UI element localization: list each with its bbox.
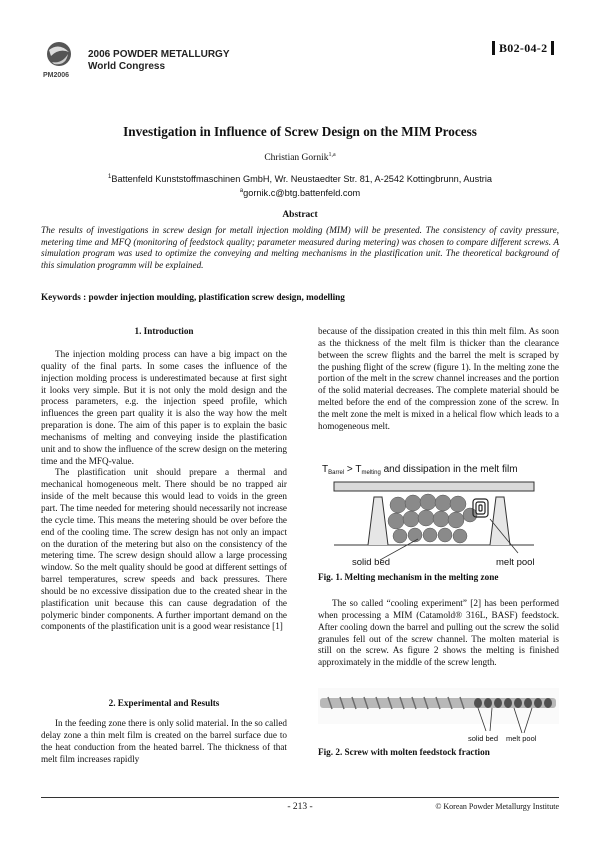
abstract-heading: Abstract xyxy=(282,210,318,220)
author-name: Christian Gornik xyxy=(264,153,329,164)
paragraph: because of the dissipation created in this thin melt film. As soon as the thickness of the melt film is thicker than the clearance between the screw flights and the barrel the melt is scraped by the pushing flight of the screw (figure 1). In the melting zone the portion of the melt in the screw channel increases and the portion of the solid material decreases. The complete material should be melted before the end of the compression zone of the screw. In the melt zone the melt is mixed in a helical flow which leads to a homogeneous melt. xyxy=(318,326,559,431)
logo-icon xyxy=(42,40,76,86)
fig1-title-rest: and dissipation in the melt film xyxy=(380,464,518,475)
email-sup: a xyxy=(239,188,244,195)
left-column-continued xyxy=(41,718,287,765)
affiliation: Battenfeld Kunststoffmaschinen GmbH, Wr. Neustaedter Str. 81, A-2542 Kottingbrunn, Austria xyxy=(111,174,492,185)
figure-1 xyxy=(318,457,559,569)
footer-divider xyxy=(41,797,559,798)
email: gornik.c@btg.battenfeld.com xyxy=(243,188,361,199)
svg-text:TBarrel > Tmelting and dissipa xyxy=(322,464,518,476)
right-column-middle xyxy=(318,598,559,669)
section-heading-experimental: 2. Experimental and Results xyxy=(108,698,220,708)
fig2-label-solid-bed: solid bed xyxy=(468,734,499,743)
fig1-title-barrel: Barrel xyxy=(328,470,345,476)
keywords: Keywords : powder injection moulding, plastification screw design, modelling xyxy=(41,292,345,302)
abstract-text: The results of investigations in screw design for metall injection molding (MIM) will be presented. The consistency of cavity pressure, metering time and MFQ (monitoring of feedstock quality; parameter measured during metering) was chosen to compare different screws. A simulation program was used to optimize the conveying and melting mechanisms in the plastification unit. The theoretical background of this simulation programm will be explained. xyxy=(41,225,559,270)
figure-2-caption: Fig. 2. Screw with molten feedstock fraction xyxy=(318,747,490,757)
fig1-title-t: T xyxy=(322,464,329,475)
affiliation-block xyxy=(0,171,600,199)
section-heading-introduction: 1. Introduction xyxy=(134,326,194,336)
paragraph: In the feeding zone there is only solid material. In the so called delay zone a thin melt film is created on the barrel surface due to the heat conduction from the heated barrel. The thickness of that melt film increases rapidly xyxy=(41,718,287,764)
solid-bed-particles xyxy=(388,494,477,543)
fig1-label-solid-bed: solid bed xyxy=(352,557,391,568)
paper-title: Investigation in Influence of Screw Design on the MIM Process xyxy=(123,124,477,139)
screw-photo-figure xyxy=(318,688,559,746)
conference-line1: 2006 POWDER METALLURGY xyxy=(88,49,230,60)
fig1-title-melting: melting xyxy=(361,470,381,476)
paragraph: The so called “cooling experiment” [2] has been performed when processing a MIM (Catamold® 316L, BASF) feedstock. After cooling down the barrel and pulling out the screw the solid granules fell out of the screw channel. The molten material is still on the screw. As figure 2 shows the melting is finished approximately in the middle of the screw length. xyxy=(318,598,559,668)
paragraph: The plastification unit should prepare a thermal and mechanical homogeneous melt. There should be no trapped air inside of the melt because this would lead to voids in the green part. The time needed for metering should necessarily not increase the cycle time. This means the metering should be over before the end of the cooling time. The screw design has not only an impact on the duration of the metering but also on the consistency of the metering time. The screw design should allow a large processing window. So the melt quality should be good at different settings of barrel temperatures, screw speeds and back pressures. There should be no excessive dissipation due to the created shear in the plastification unit because this can cause degradation of the polymeric binder components. A further important demand on the components of the plastification unit is a good wear resistance [1] xyxy=(41,467,287,632)
conference-logo xyxy=(42,40,76,86)
left-column xyxy=(41,349,287,633)
fig1-title-gt: > T xyxy=(344,464,362,475)
author xyxy=(0,152,600,163)
figure-2 xyxy=(318,688,559,746)
conference-title xyxy=(88,49,230,73)
fig1-label-melt-pool: melt pool xyxy=(496,557,535,568)
figure-1-caption: Fig. 1. Melting mechanism in the melting zone xyxy=(318,572,499,582)
paper-code: B02-04-2 xyxy=(492,41,554,55)
page-number: - 213 - xyxy=(287,802,313,812)
author-sup: 1,a xyxy=(328,152,336,158)
melting-mechanism-figure xyxy=(318,457,559,569)
fig2-label-melt-pool: melt pool xyxy=(506,734,537,743)
paragraph: The injection molding process can have a big impact on the quality of the final parts. In some cases the influence of the injection molding process is underestimated because at first sight it looks very simple. But it is not only the mold design and the process parameters, e.g. the injection speed profile, which influences the green part quality it is also the way how the melt preparation is done. The aim of this paper is to explain the basic mechanisms of melting and conveying inside the plastification unit and to show the influence of the screw design on the metering time and the MFQ-value. xyxy=(41,349,287,466)
conference-line2: World Congress xyxy=(88,61,166,72)
copyright: © Korean Powder Metallurgy Institute xyxy=(435,802,559,811)
logo-text: PM2006 xyxy=(43,72,70,79)
affiliation-sup: 1 xyxy=(108,174,112,180)
right-column-top xyxy=(318,326,559,433)
